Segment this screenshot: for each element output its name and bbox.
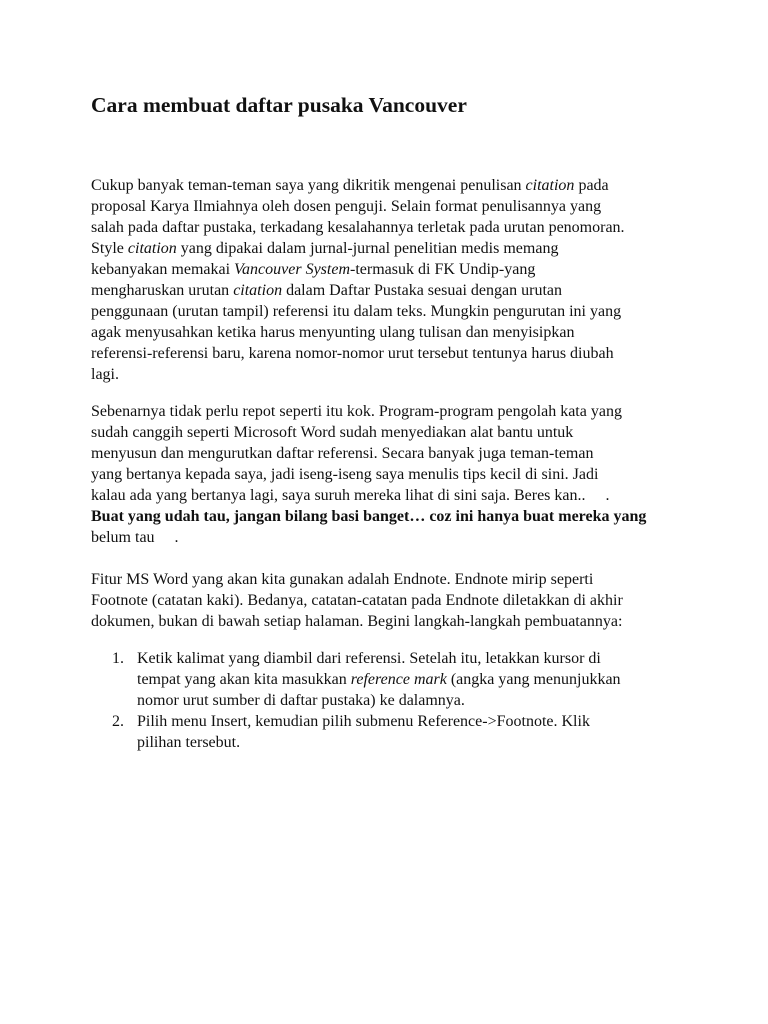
text-segment: Style <box>91 240 128 257</box>
italic-term: reference mark <box>350 671 447 688</box>
text-line <box>91 259 625 280</box>
text-line: kalau ada yang bertanya lagi, saya suruh mereka lihat di sini saja. Beres kan.. . <box>91 487 610 504</box>
italic-term: citation <box>127 240 177 257</box>
text-segment: Cukup banyak teman-teman saya yang dikritik mengenai penulisan <box>91 177 526 194</box>
text-line: yang bertanya kepada saya, jadi iseng-iseng saya menulis tips kecil di sini. Jadi <box>91 466 599 483</box>
text-line: Pilih menu Insert, kemudian pilih submenu Reference->Footnote. Klik <box>137 713 590 730</box>
text-line: lagi. <box>91 366 119 383</box>
text-segment: tempat yang akan kita masukkan <box>137 671 351 688</box>
italic-term: citation <box>233 282 283 299</box>
text-line: Sebenarnya tidak perlu repot seperti itu kok. Program-program pengolah kata yang <box>91 403 622 420</box>
list-item <box>112 648 621 711</box>
paragraph-explanation <box>91 401 646 548</box>
text-line: Ketik kalimat yang diambil dari referensi. Setelah itu, letakkan kursor di <box>137 650 601 667</box>
list-number: 1. <box>112 650 124 667</box>
text-line: penggunaan (urutan tampil) referensi itu dalam teks. Mungkin pengurutan ini yang <box>91 303 622 320</box>
text-segment: yang dipakai dalam jurnal-jurnal penelitian medis memang <box>176 240 559 257</box>
text-line <box>91 280 625 301</box>
text-segment: (angka yang menunjukkan <box>446 671 621 688</box>
text-segment: -termasuk di FK Undip-yang <box>350 261 536 278</box>
text-segment: pada <box>574 177 609 194</box>
text-line: belum tau . <box>91 529 179 546</box>
text-line: nomor urut sumber di daftar pustaka) ke dalamnya. <box>137 692 465 709</box>
text-line: sudah canggih seperti Microsoft Word sudah menyediakan alat bantu untuk <box>91 424 574 441</box>
italic-term: Vancouver System <box>234 261 351 278</box>
text-line: Footnote (catatan kaki). Bedanya, catatan-catatan pada Endnote diletakkan di akhir <box>91 592 623 609</box>
text-line: pilihan tersebut. <box>137 734 241 751</box>
bold-text-line: Buat yang udah tau, jangan bilang basi banget… coz ini hanya buat mereka yang <box>91 508 647 525</box>
text-line: agak menyusahkan ketika harus menyunting ulang tulisan dan menyisipkan <box>91 324 575 341</box>
text-line: referensi-referensi baru, karena nomor-nomor urut tersebut tentunya harus diubah <box>91 345 614 362</box>
paragraph-intro <box>91 175 625 385</box>
paragraph-endnote-feature <box>91 569 623 632</box>
list-number: 2. <box>112 713 124 730</box>
list-item <box>112 711 621 753</box>
text-segment: dalam Daftar Pustaka sesuai dengan urutan <box>282 282 562 299</box>
text-line: dokumen, bukan di bawah setiap halaman. Begini langkah-langkah pembuatannya: <box>91 613 623 630</box>
text-line <box>91 175 625 196</box>
text-line: proposal Karya Ilmiahnya oleh dosen penguji. Selain format penulisannya yang <box>91 198 602 215</box>
document-title: Cara membuat daftar pusaka Vancouver <box>91 93 467 117</box>
steps-list <box>112 648 621 753</box>
italic-term: citation <box>525 177 575 194</box>
text-line: salah pada daftar pustaka, terkadang kesalahannya terletak pada urutan penomoran. <box>91 219 625 236</box>
text-line: menyusun dan mengurutkan daftar referensi. Secara banyak juga teman-teman <box>91 445 594 462</box>
text-line <box>91 238 625 259</box>
text-line: Fitur MS Word yang akan kita gunakan adalah Endnote. Endnote mirip seperti <box>91 571 594 588</box>
text-segment: mengharuskan urutan <box>91 282 234 299</box>
text-segment: kebanyakan memakai <box>91 261 235 278</box>
text-line <box>137 669 621 690</box>
